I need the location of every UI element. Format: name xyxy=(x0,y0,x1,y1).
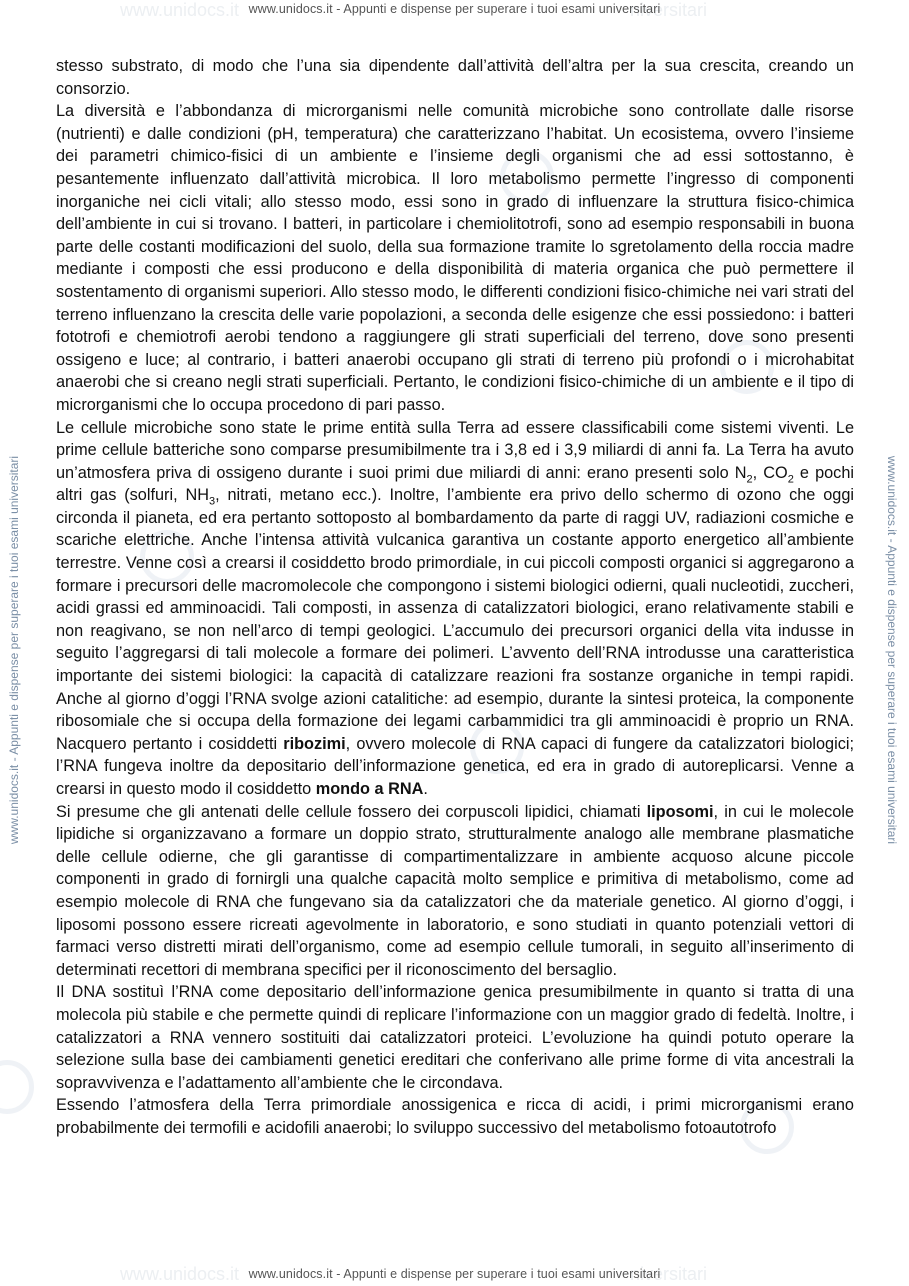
footer-ghost-right: niversitari xyxy=(630,1264,708,1284)
side-watermark-left: www.unidocs.it - Appunti e dispense per superare i tuoi esami universitari xyxy=(7,455,21,845)
subscript: 2 xyxy=(746,472,753,485)
page-footer: www.unidocs.it - Appunti e dispense per superare i tuoi esami universitari xyxy=(248,1267,661,1281)
paragraph: Essendo l’atmosfera della Terra primordiale anossigenica e ricca di acidi, i primi microrganismi erano probabilmente dei termofili e acidofili anaerobi; lo sviluppo successivo del metabolismo fotoautotrofo xyxy=(56,1096,854,1137)
text-run: , ovvero molecole di RNA capaci di fungere da catalizzatori biologici; l’RNA fungeva inoltre da depositario dell’informazione genetica, ed era in grado di autoreplicarsi. Venne a crearsi in questo modo il cosiddetto xyxy=(56,734,854,798)
text-run: , nitrati, metano ecc.). Inoltre, l’ambiente era privo dello schermo di ozono che oggi circonda il pianeta, ed era pertanto sottoposto al bombardamento da parte di raggi UV, radiazioni cosmiche e scariche elettriche. Anche l’intensa attività vulcanica garantiva un costante apporto energetico all’ambiente terrestre. Venne così a crearsi il cosiddetto brodo primordiale, in cui piccoli composti organici si aggregarono a formare i precursori delle macromolecole che compongono i sistemi biologici odierni, quali nucleotidi, zuccheri, acidi grassi ed amminoacidi. Tali composti, in assenza di catalizzatori biologici, erano relativamente stabili e non reagivano, se non nell’arco di tempi geologici. L’accumulo dei precursori organici della vita indusse in seguito l’aggregarsi di tali molecole a formare dei polimeri. L’avvento dell’RNA introdusse una caratteristica importante dei sistemi biologici: la capacità di catalizzare reazioni fra sostanze organiche in tempi rapidi. Anche al giorno d’oggi l’RNA svolge azioni catalitiche: ad esempio, durante la sintesi proteica, la componente ribosomiale che si occupa della formazione dei legami carbammidici tra gli amminoacidi è proprio un RNA. Nacquero pertanto i cosiddetti xyxy=(56,486,854,753)
bold-term: liposomi xyxy=(646,802,714,821)
paragraph xyxy=(56,417,854,801)
text-run: . xyxy=(423,780,428,798)
text-run: e pochi altri gas (solfuri, NH xyxy=(56,463,854,505)
subscript: 3 xyxy=(208,495,216,508)
watermark-logo-icon xyxy=(0,1060,34,1114)
paragraph: Il DNA sostituì l’RNA come depositario dell’informazione genica presumibilmente in quanto si tratta di una molecola più stabile e che permette quindi di replicare l’informazione con un maggior grado di fedeltà. Inoltre, i catalizzatori a RNA vennero sostituiti dai catalizzatori proteici. L’evoluzione ha quindi potuto operare la selezione sulla base dei cambiamenti genetici ereditari che conferivano alle prime forme di vita ancestrali la sopravvivenza e l’adattamento all’ambiente che le circondava. xyxy=(56,983,854,1092)
page-header: www.unidocs.it - Appunti e dispense per superare i tuoi esami universitari xyxy=(248,2,661,16)
subscript: 2 xyxy=(787,472,794,485)
text-run: Le cellule microbiche sono state le prime entità sulla Terra ad essere classificabili come sistemi viventi. Le prime cellule batteriche sono comparse presumibilmente tra i 3,8 ed i 3,9 miliardi di anni fa. La Terra ha avuto un’atmosfera priva di ossigeno durante i suoi primi due miliardi di anni: erano presenti solo N xyxy=(56,418,854,482)
footer-ghost-left: www.unidocs.it xyxy=(120,1264,240,1284)
side-watermark-right: www.unidocs.it - Appunti e dispense per superare i tuoi esami universitari xyxy=(885,455,899,845)
text-run: Si presume che gli antenati delle cellule fossero dei corpuscoli lipidici, chiamati xyxy=(56,802,647,821)
document-body xyxy=(56,55,854,1140)
header-ghost-right: niversitari xyxy=(630,0,708,20)
paragraph xyxy=(56,801,854,982)
header-ghost-left: www.unidocs.it xyxy=(120,0,240,20)
text-run: , CO xyxy=(752,463,788,482)
bold-term: mondo a RNA xyxy=(315,780,424,798)
paragraph: stesso substrato, di modo che l’una sia dipendente dall’attività dell’altra per la sua crescita, creando un consorzio. xyxy=(56,57,854,98)
bold-term: ribozimi xyxy=(283,734,346,753)
text-run: , in cui le molecole lipidiche si organizzavano a formare un doppio strato, strutturalmente analogo alle membrane plasmatiche delle cellule odierne, che gli garantisse di compartimentalizzare in ambiente acquoso alcune piccole componenti in grado di fornirgli una qualche capacità molto semplice e primitiva di metabolismo, come ad esempio molecole di RNA che fungevano sia da catalizzatori che da materiale genetico. Al giorno d’oggi, i liposomi possono essere ricreati agevolmente in laboratorio, e sono studiati in quanto potenziali vettori di farmaci verso distretti mirati dell’organismo, come ad esempio cellule tumorali, in seguito all’inserimento di determinati recettori di membrana specifici per il riconoscimento del bersaglio. xyxy=(56,802,854,979)
paragraph: La diversità e l’abbondanza di microrganismi nelle comunità microbiche sono controllate dalle risorse (nutrienti) e dalle condizioni (pH, temperatura) che caratterizzano l’habitat. Un ecosistema, ovvero l’insieme dei parametri chimico-fisici di un ambiente e l’insieme degli organismi che ad essi sottostanno, è pesantemente influenzato dall’attività microbica. Il loro metabolismo permette l’ingresso di componenti inorganiche nei cicli vitali; allo stesso modo, essi sono in grado di influenzare la struttura fisico-chimica dell’ambiente in cui si trovano. I batteri, in particolare i chemiolitotrofi, sono ad esempio responsabili in buona parte delle costanti modificazioni del suolo, della sua formazione tramite lo sgretolamento della roccia madre mediante i composti che essi producono e della disponibilità di materia organica che può permettere il sostentamento di organismi superiori. Allo stesso modo, le differenti condizioni fisico-chimiche nei vari strati del terreno influenzano la crescita delle varie popolazioni, a seconda delle esigenze che essi possiedono: i batteri fototrofi e chemiotrofi aerobi tendono a raggiungere gli strati superficiali del terreno, dove sono presenti ossigeno e luce; al contrario, i batteri anaerobi occupano gli strati di terreno più profondi o i microhabitat anaerobi che si creano negli strati superficiali. Pertanto, le condizioni fisico-chimiche di un ambiente e il tipo di microrganismi che lo occupa procedono di pari passo. xyxy=(56,102,854,414)
